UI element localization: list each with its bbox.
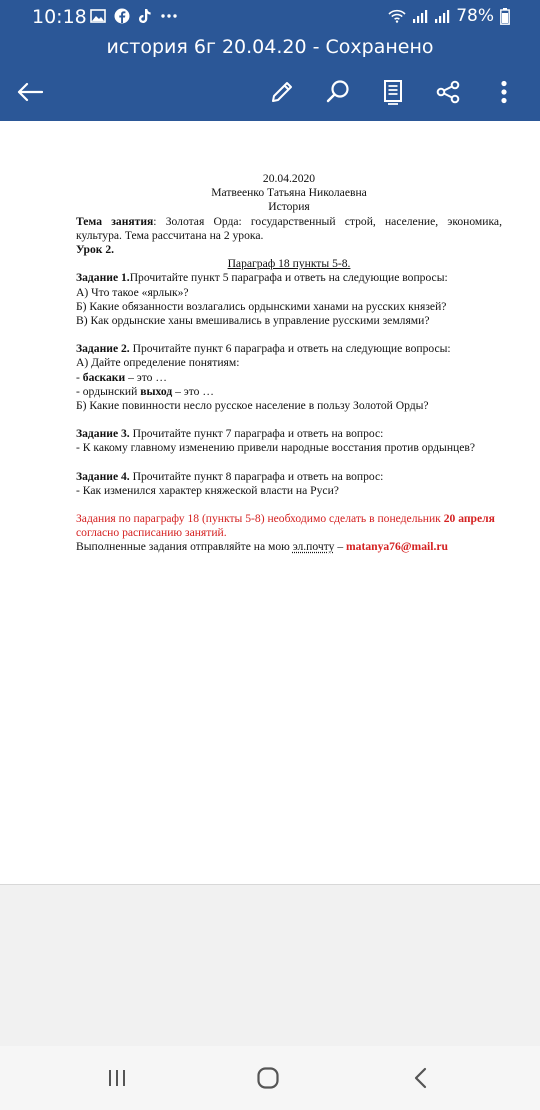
send-mail-word: эл.почту (292, 540, 335, 554)
task2-term-1-word: баскаки (82, 370, 126, 384)
deadline-date: 20 апреля (443, 512, 495, 526)
document-page[interactable] (0, 121, 540, 885)
system-nav-bar (0, 1046, 540, 1110)
document-view-icon (383, 79, 403, 105)
task2-term-2-pre: - ордынский (76, 384, 141, 398)
chevron-left-icon (413, 1067, 427, 1089)
battery-percent: 78% (456, 6, 494, 26)
task2-term-2-word: выход (140, 384, 173, 398)
arrow-left-icon (17, 82, 43, 102)
search-button[interactable] (320, 74, 356, 110)
task4-text: Прочитайте пункт 8 параграфа и ответь на вопрос: (129, 469, 384, 483)
status-time: 10:18 (32, 6, 87, 28)
search-icon (325, 79, 351, 105)
doc-subject: История (268, 200, 310, 214)
signal-icon-2 (434, 9, 450, 23)
task2-term-2 (76, 385, 502, 399)
task1-heading (76, 271, 502, 285)
home-icon (256, 1066, 280, 1090)
recent-apps-icon (107, 1068, 127, 1088)
task4-heading (76, 470, 502, 484)
reading-view-button[interactable] (375, 74, 411, 110)
task1-question-a: А) Что такое «ярлык»? (76, 285, 189, 299)
status-bar (0, 0, 540, 34)
document-content (76, 172, 502, 555)
back-button[interactable] (12, 74, 48, 110)
share-icon (435, 79, 461, 105)
task2-term-1-pre: - (76, 370, 83, 384)
task4-question: - Как изменился характер княжеской власти на Руси? (76, 483, 339, 497)
task2-question-b: Б) Какие повинности несло русское население в пользу Золотой Орды? (76, 399, 429, 413)
task1-text: Прочитайте пункт 5 параграфа и ответь на следующие вопросы: (129, 271, 448, 285)
task3-question: - К какому главному изменению привели народные восстания против ордынцев? (76, 441, 476, 455)
deadline-text-1: Задания по параграфу 18 (пункты 5-8) необходимо сделать в понедельник (76, 512, 444, 526)
task2-heading (76, 342, 502, 356)
task2-term-2-post: – это … (172, 384, 214, 398)
pencil-icon (269, 79, 295, 105)
doc-lesson: Урок 2. (76, 243, 115, 257)
task1-question-b: Б) Какие обязанности возлагались ордынскими ханами на русских князей? (76, 299, 447, 313)
doc-topic (76, 215, 502, 243)
deadline-note (76, 512, 502, 540)
task2-term-1 (76, 371, 502, 385)
gallery-icon (90, 9, 106, 23)
task3-label: Задание 3. (76, 427, 130, 441)
task2-text: Прочитайте пункт 6 параграфа и ответь на следующие вопросы: (129, 342, 451, 356)
send-dash: – (334, 540, 347, 554)
more-notifications-icon (160, 13, 178, 19)
task2-question-a: А) Дайте определение понятиям: (76, 356, 240, 370)
tiktok-icon (138, 8, 152, 24)
edit-button[interactable] (264, 74, 300, 110)
deadline-text-2: согласно расписанию занятий. (76, 526, 227, 540)
document-title: история 6г 20.04.20 - Сохранено (106, 36, 434, 58)
doc-author: Матвеенко Татьяна Николаевна (211, 186, 367, 200)
share-button[interactable] (430, 74, 466, 110)
send-text: Выполненные задания отправляйте на мою (76, 540, 293, 554)
task1-label: Задание 1. (76, 271, 130, 285)
task4-label: Задание 4. (76, 469, 130, 483)
home-button[interactable] (248, 1060, 288, 1096)
wifi-icon (388, 9, 406, 23)
send-instructions (76, 540, 502, 554)
notification-icons (90, 8, 178, 24)
task3-text: Прочитайте пункт 7 параграфа и ответь на вопрос: (129, 427, 384, 441)
doc-paragraph: Параграф 18 пункты 5-8. (227, 257, 351, 271)
task3-heading (76, 427, 502, 441)
more-options-button[interactable] (486, 74, 522, 110)
signal-icon (412, 9, 428, 23)
email-link[interactable]: matanya76@mail.ru (346, 540, 448, 554)
back-nav-button[interactable] (400, 1060, 440, 1096)
battery-icon (500, 8, 510, 25)
app-header (0, 0, 540, 121)
doc-date: 20.04.2020 (262, 172, 316, 185)
recent-apps-button[interactable] (97, 1060, 137, 1096)
toolbar (0, 70, 540, 114)
topic-label: Тема занятия (76, 214, 154, 228)
more-vertical-icon (500, 80, 508, 104)
topic-text: : Золотая Орда: государственный строй, население, экономика, культура. Тема рассчитана на 2 урока. (76, 214, 502, 242)
task2-label: Задание 2. (76, 342, 130, 356)
task1-question-c: В) Как ордынские ханы вмешивались в управление русскими землями? (76, 314, 430, 328)
task2-term-1-post: – это … (125, 370, 167, 384)
facebook-icon (114, 8, 130, 24)
status-right (388, 6, 510, 26)
